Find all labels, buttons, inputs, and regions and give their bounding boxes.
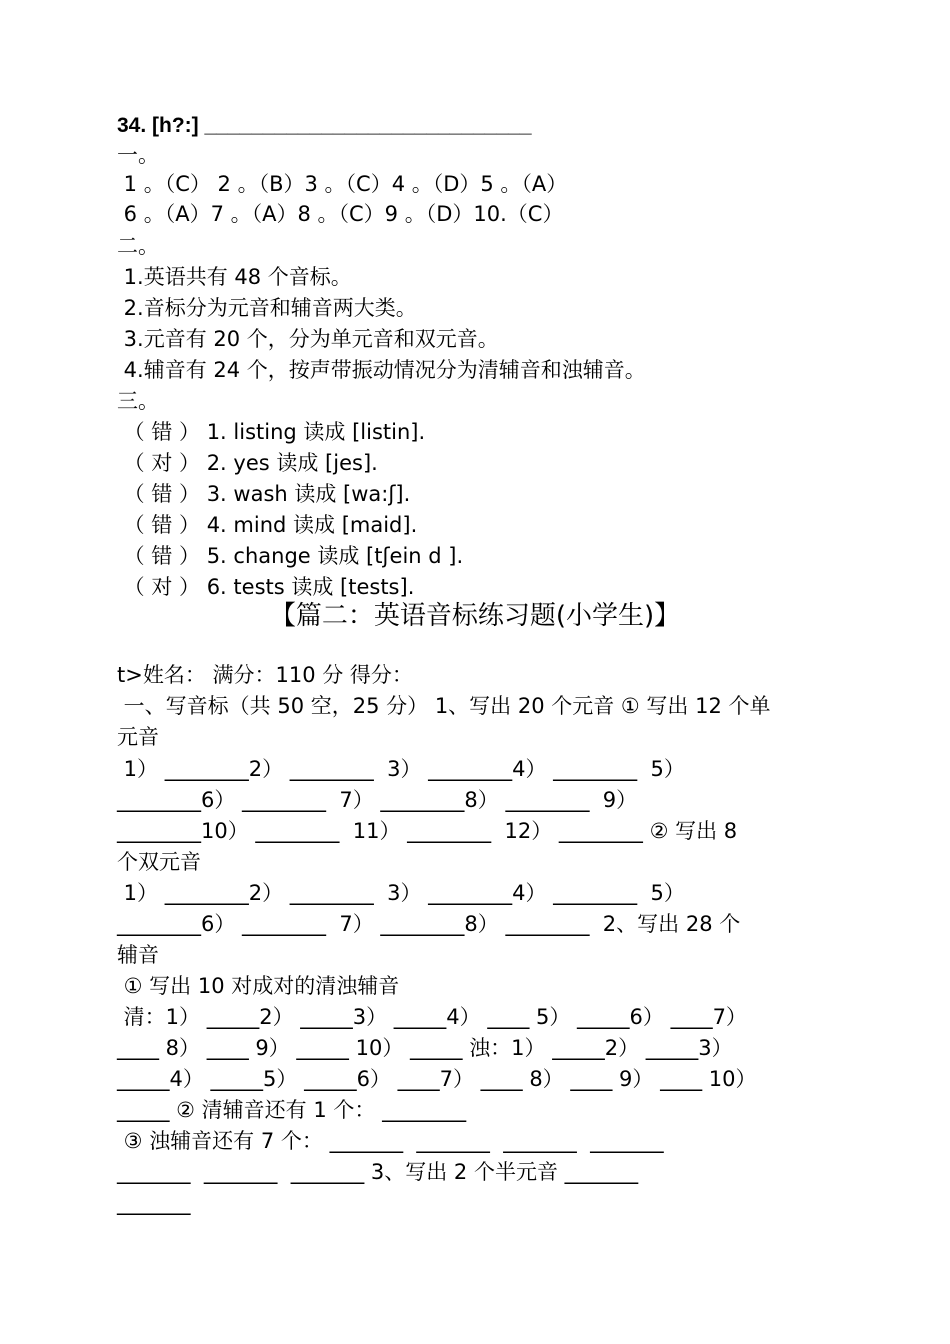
fact-1: 1.英语共有 48 个音标。 [117, 265, 352, 289]
judgement-4: （ 错 ） 4. mind 读成 [maid]. [117, 513, 418, 537]
voiced-blanks-row-2: _____4） _____5） _____6） ____7） ____ 8） ____ 9） ____ 10） [117, 1067, 757, 1091]
voiced-extra-line: ③ 浊辅音还有 7 个： _______ _______ _______ _______ [117, 1129, 664, 1153]
fact-4: 4.辅音有 24 个，按声带振动情况分为清辅音和浊辅音。 [117, 358, 646, 382]
semivowel-blank: _______ [117, 1191, 191, 1215]
fact-3: 3.元音有 20 个，分为单元音和双元音。 [117, 327, 499, 351]
diphthong-blanks-row-2: ________6） ________ 7） ________8） ________ 2、写出 28 个 [117, 912, 741, 936]
vowel-blanks-row-2: ________6） ________ 7） ________8） ________ 9） [117, 788, 638, 812]
name-score-line: t>姓名： 满分：110 分 得分： [117, 663, 413, 687]
fact-2: 2.音标分为元音和辅音两大类。 [117, 296, 417, 320]
judgement-6: （ 对 ） 6. tests 读成 [tests]. [117, 575, 415, 599]
question-34: 34. [h?:] ____________________________ [117, 114, 532, 137]
semivowel-line: _______ _______ _______ 3、写出 2 个半元音 _______ [117, 1160, 639, 1184]
section-one-heading: 一。 [117, 143, 159, 167]
judgement-3: （ 错 ） 3. wash 读成 [wa:ʃ]. [117, 482, 411, 506]
voiced-blanks-row-1: ____ 8） ____ 9） _____ 10） _____ 浊：1） _____2） _____3） [117, 1036, 733, 1060]
vowel-blanks-row-1: 1） ________2） ________ 3） ________4） ________ 5） [117, 757, 685, 781]
vowel-blanks-row-3: ________10） ________ 11） ________ 12） ________ ② 写出 8 [117, 819, 738, 843]
diphthong-blanks-row-1: 1） ________2） ________ 3） ________4） ________ 5） [117, 881, 685, 905]
voiceless-blanks-row: 清：1） _____2） _____3） _____4） ____ 5） _____6） ____7） [117, 1005, 747, 1029]
answers-6-10: 6 。（A）7 。（A）8 。（C）9 。（D）10.（C） [117, 202, 564, 226]
consonant-heading: 辅音 [117, 943, 159, 967]
judgement-5: （ 错 ） 5. change 读成 [tʃein d ]. [117, 544, 464, 568]
judgement-2: （ 对 ） 2. yes 读成 [jes]. [117, 451, 378, 475]
part-one-instruction-cont: 元音 [117, 725, 159, 749]
section-title: 【篇二：英语音标练习题(小学生)】 [269, 601, 681, 631]
judgement-1: （ 错 ） 1. listing 读成 [listin]. [117, 420, 426, 444]
section-three-heading: 三。 [117, 389, 159, 413]
part-one-instruction: 一、写音标（共 50 空，25 分） 1、写出 20 个元音 ① 写出 12 个单 [117, 694, 771, 718]
paired-consonant-instruction: ① 写出 10 对成对的清浊辅音 [117, 974, 400, 998]
section-two-heading: 二。 [117, 234, 159, 258]
diphthong-heading: 个双元音 [117, 850, 201, 874]
answers-1-5: 1 。（C） 2 。（B）3 。（C）4 。（D）5 。（A） [117, 172, 568, 196]
voiceless-extra-line: _____ ② 清辅音还有 1 个： ________ [117, 1098, 467, 1122]
